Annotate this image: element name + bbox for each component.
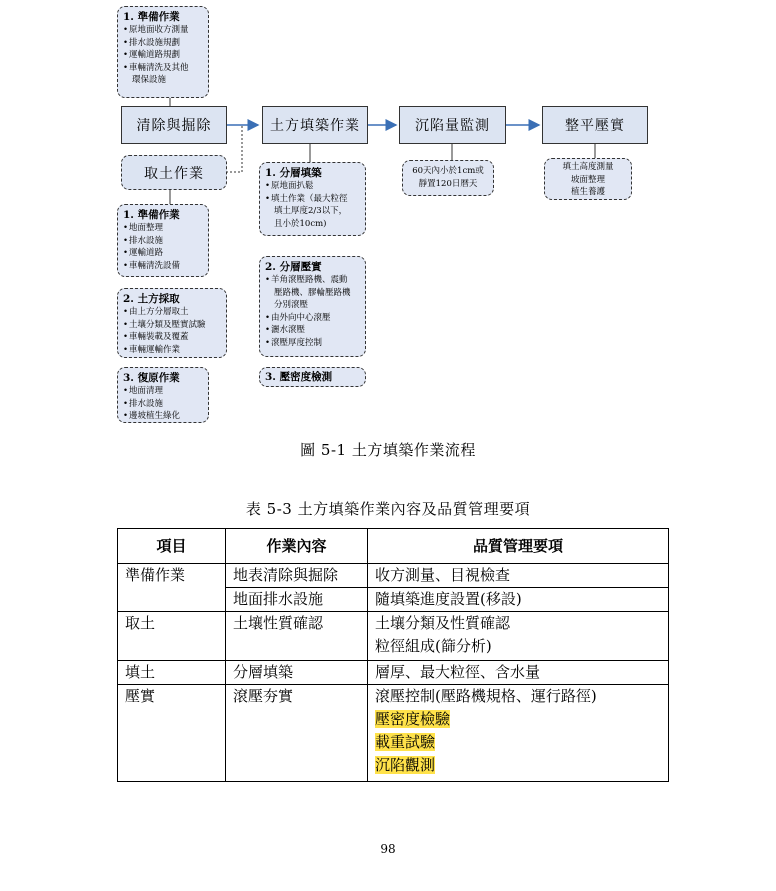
cell-content: 地表清除與掘除: [226, 564, 368, 588]
highlighted-text: 沉陷觀測: [375, 756, 436, 774]
qc-line: [375, 754, 668, 777]
note-item: 靜置120日暦天: [418, 178, 478, 189]
cell-item: 取土: [118, 612, 226, 661]
level-note: [544, 158, 632, 200]
process-earth-fill: 土方填築作業: [262, 106, 368, 144]
note-item: 且小於10cm): [274, 218, 327, 229]
note-item: • 滾壓厚度控制: [265, 337, 359, 350]
qc-line: [375, 708, 668, 731]
note-item: • 運輸道路規劃: [123, 49, 202, 62]
note-item: • 原地面收方測量: [123, 24, 202, 37]
process-level-compact: 整平壓實: [542, 106, 648, 144]
cell-content: 地面排水設施: [226, 588, 368, 612]
table-row: [118, 564, 669, 588]
quality-table: [117, 528, 669, 782]
table-row: [118, 612, 669, 661]
note-title: 1. 分層填築: [265, 167, 322, 179]
density-test-note: [259, 367, 366, 387]
note-item: • 由外向中心滾壓: [265, 312, 359, 325]
figure-caption: 圖 5-1 土方填築作業流程: [300, 441, 476, 459]
note-item: 壓路機、膠輪壓路機: [274, 287, 351, 298]
process-clear-grub: 清除與掘除: [121, 106, 227, 144]
note-item: 60天內小於1cm或: [412, 166, 484, 176]
note-item: • 由上方分層取土: [123, 306, 220, 319]
note-title: 3. 壓密度檢測: [265, 371, 333, 383]
note-title: 1. 準備作業: [123, 11, 180, 23]
cell-qc: 層厚、最大粒徑、含水量: [368, 661, 669, 685]
cell-item: 填土: [118, 661, 226, 685]
note-item: • 填土作業（最大粒徑: [265, 193, 359, 206]
note-item: • 車輛清洗及其他: [123, 62, 202, 75]
highlighted-text: 壓密度檢驗: [375, 710, 451, 728]
process-borrow: 取土作業: [121, 155, 227, 190]
note-item: 坡面整理: [570, 174, 605, 185]
process-settlement-monitor: 沉陷量監測: [399, 106, 506, 144]
note-title: 2. 土方採取: [123, 293, 180, 305]
cell-qc: [368, 685, 669, 782]
note-item: 環保設施: [132, 75, 167, 85]
table-row: [118, 661, 669, 685]
cell-qc: [368, 612, 669, 661]
note-item: 分別滾壓: [274, 300, 309, 310]
table-row: [118, 685, 669, 782]
cell-item: 壓實: [118, 685, 226, 782]
qc-line: [375, 731, 668, 754]
qc-line: 滾壓控制(壓路機規格、運行路徑): [375, 687, 597, 705]
fill-layers-note: [259, 162, 366, 236]
borrow-dig-note: [117, 288, 227, 358]
note-item: • 土壤分類及壓實試驗: [123, 319, 220, 332]
note-item: 植生養護: [570, 187, 605, 197]
note-title: 2. 分層壓實: [265, 261, 322, 273]
note-item: • 地面整理: [123, 222, 202, 235]
table-row: [118, 588, 669, 612]
note-item: • 排水設施: [123, 398, 202, 411]
note-item: • 排水設施規劃: [123, 37, 202, 50]
note-item: • 車輛運輸作業: [123, 344, 220, 357]
header-content: 作業內容: [226, 529, 368, 564]
note-item: • 邊坡植生綠化: [123, 410, 202, 423]
note-item: • 車輛清洗設備: [123, 260, 202, 273]
note-item: 填土高度測量: [562, 162, 614, 172]
header-qc: 品質管理要項: [368, 529, 669, 564]
note-item: • 運輸道路: [123, 247, 202, 260]
settle-note: [402, 160, 494, 196]
qc-line: 粒徑組成(篩分析): [375, 637, 492, 655]
connector-borrow: [226, 125, 242, 172]
note-title: 3. 復原作業: [123, 372, 180, 384]
note-item: • 羊角滾壓路機、震動: [265, 274, 359, 287]
qc-line: 土壤分類及性質確認: [375, 614, 511, 632]
note-item: • 排水設施: [123, 235, 202, 248]
note-item: • 原地面扒鬆: [265, 180, 359, 193]
note-item: • 地面清理: [123, 385, 202, 398]
compact-layers-note: [259, 256, 366, 357]
cell-qc: 收方測量、目視檢查: [368, 564, 669, 588]
note-title: 1. 準備作業: [123, 209, 180, 221]
note-item: 填土厚度2/3以下，: [274, 206, 348, 216]
note-item: • 灑水滾壓: [265, 324, 359, 337]
cell-item: [118, 588, 226, 612]
cell-qc: 隨填築進度設置(移設): [368, 588, 669, 612]
cell-content: 滾壓夯實: [226, 685, 368, 782]
borrow-restore-note: [117, 367, 209, 423]
table-header-row: [118, 529, 669, 564]
table-caption: 表 5-3 土方填築作業內容及品質管理要項: [245, 500, 531, 518]
highlighted-text: 載重試驗: [375, 733, 436, 751]
borrow-prep-note: [117, 204, 209, 277]
cell-item: 準備作業: [118, 564, 226, 588]
header-item: 項目: [118, 529, 226, 564]
prep-note: [117, 6, 209, 98]
note-item: • 車輛裝載及覆蓋: [123, 331, 220, 344]
cell-content: 分層填築: [226, 661, 368, 685]
page-number: 98: [380, 842, 396, 856]
cell-content: 土壤性質確認: [226, 612, 368, 661]
